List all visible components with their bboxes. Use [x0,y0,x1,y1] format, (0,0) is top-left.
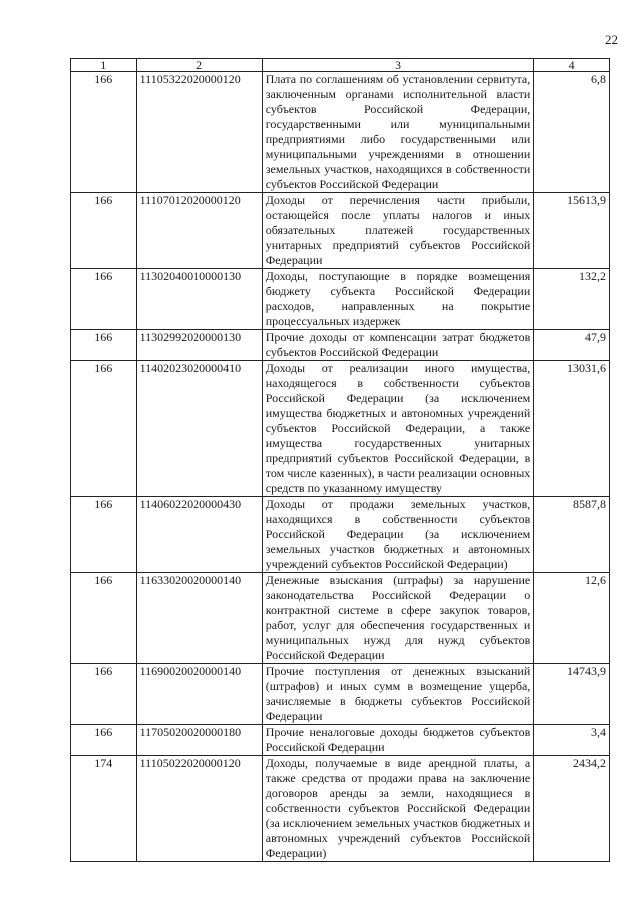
kbk-code-cell: 11690020020000140 [136,664,262,725]
description-cell: Прочие поступления от денежных взысканий (штрафов) и иных сумм в возмещение ущерба, зачисляемые в бюджеты субъектов Российской Федерации [262,664,534,725]
header-col-4: 4 [534,59,610,72]
admin-code-cell: 166 [71,361,137,497]
admin-code-cell: 166 [71,330,137,361]
admin-code-cell: 174 [71,756,137,862]
kbk-code-cell: 11107012020000120 [136,193,262,269]
amount-cell: 132,2 [534,269,610,330]
admin-code-cell: 166 [71,664,137,725]
header-col-1: 1 [71,59,137,72]
table-row [71,497,610,573]
description-cell: Доходы от продажи земельных участков, находящихся в собственности субъектов Российской Федерации (за исключением земельных участков бюджетных и автономных учреждений субъектов Российской Федерации) [262,497,534,573]
description-cell: Доходы, получаемые в виде арендной платы, а также средства от продажи права на заключение договоров аренды за земли, находящиеся в собственности субъектов Российской Федерации (за исключением земельных участков бюджетных и автономных учреждений субъектов Российской Федерации) [262,756,534,862]
admin-code-cell: 166 [71,269,137,330]
amount-cell: 47,9 [534,330,610,361]
header-col-2: 2 [136,59,262,72]
admin-code-cell: 166 [71,72,137,193]
table-row [71,725,610,756]
table-row [71,330,610,361]
description-cell: Прочие доходы от компенсации затрат бюджетов субъектов Российской Федерации [262,330,534,361]
amount-cell: 3,4 [534,725,610,756]
kbk-code-cell: 11302040010000130 [136,269,262,330]
amount-cell: 6,8 [534,72,610,193]
table-row [71,361,610,497]
amount-cell: 13031,6 [534,361,610,497]
kbk-code-cell: 11302992020000130 [136,330,262,361]
revenue-table [70,58,610,862]
amount-cell: 12,6 [534,573,610,664]
description-cell: Плата по соглашениям об установлении сервитута, заключенным органами исполнительной власти субъектов Российской Федерации, государственными или муниципальными предприятиями либо государственными или муниципальными учреждениями в отношении земельных участков, находящихся в собственности субъектов Российской Федерации [262,72,534,193]
amount-cell: 15613,9 [534,193,610,269]
kbk-code-cell: 11705020020000180 [136,725,262,756]
description-cell: Прочие неналоговые доходы бюджетов субъектов Российской Федерации [262,725,534,756]
table-row [71,756,610,862]
admin-code-cell: 166 [71,193,137,269]
table-row [71,72,610,193]
page-number: 22 [605,32,618,47]
kbk-code-cell: 11406022020000430 [136,497,262,573]
kbk-code-cell: 11105022020000120 [136,756,262,862]
table-row [71,664,610,725]
description-cell: Доходы от реализации иного имущества, находящегося в собственности субъектов Российской Федерации (за исключением имущества бюджетных и автономных учреждений субъектов Российской Федерации, а также имущества государственных унитарных предприятий субъектов Российской Федерации, в том числе казенных), в части реализации основных средств по указанному имуществу [262,361,534,497]
kbk-code-cell: 11633020020000140 [136,573,262,664]
admin-code-cell: 166 [71,725,137,756]
admin-code-cell: 166 [71,573,137,664]
table-row [71,269,610,330]
table-row [71,193,610,269]
amount-cell: 14743,9 [534,664,610,725]
description-cell: Денежные взыскания (штрафы) за нарушение законодательства Российской Федерации о контрактной системе в сфере закупок товаров, работ, услуг для обеспечения государственных и муниципальных нужд для нужд субъектов Российской Федерации [262,573,534,664]
header-col-3: 3 [262,59,534,72]
description-cell: Доходы от перечисления части прибыли, остающейся после уплаты налогов и иных обязательных платежей государственных унитарных предприятий субъектов Российской Федерации [262,193,534,269]
kbk-code-cell: 11105322020000120 [136,72,262,193]
amount-cell: 8587,8 [534,497,610,573]
table-row [71,573,610,664]
amount-cell: 2434,2 [534,756,610,862]
admin-code-cell: 166 [71,497,137,573]
kbk-code-cell: 11402023020000410 [136,361,262,497]
description-cell: Доходы, поступающие в порядке возмещения бюджету субъекта Российской Федерации расходов, направленных на покрытие процессуальных издержек [262,269,534,330]
header-row [71,59,610,72]
